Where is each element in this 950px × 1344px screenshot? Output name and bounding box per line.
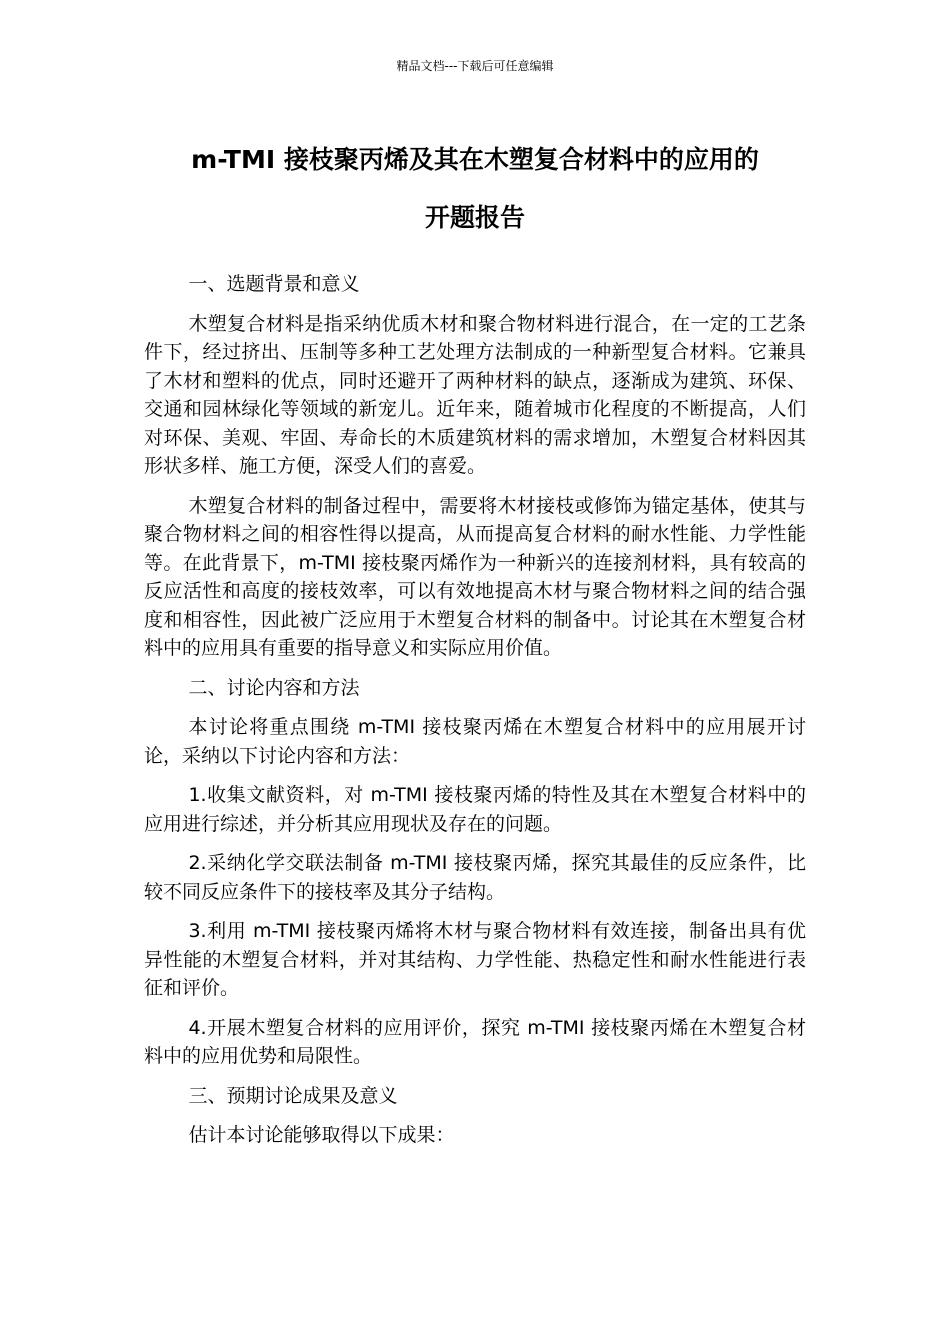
list-item-method-4: 4.开展木塑复合材料的应用评价，探究 m-TMI 接枝聚丙烯在木塑复合材料中的应用优势和局限性。 — [144, 1016, 806, 1067]
paragraph-methods-intro: 本讨论将重点围绕 m-TMI 接枝聚丙烯在木塑复合材料中的应用展开讨论，采纳以下讨论内容和方法： — [144, 716, 806, 767]
document-body — [144, 270, 806, 1161]
document-title — [120, 131, 830, 247]
paragraph-background-2: 木塑复合材料的制备过程中，需要将木材接枝或修饰为锚定基体，使其与聚合物材料之间的相容性得以提高，从而提高复合材料的耐水性能、力学性能等。在此背景下，m-TMI 接枝聚丙烯作为一种新兴的连接剂材料，具有较高的反应活性和高度的接枝效率，可以有效地提高木材与聚合物材料之间的结合强度和相容性，因此被广泛应用于木塑复合材料的制备中。讨论其在木塑复合材料中的应用具有重要的指导意义和实际应用价值。 — [144, 494, 806, 659]
document-title-line-2: 开题报告 — [424, 203, 525, 232]
section-heading-background: 一、选题背景和意义 — [188, 273, 360, 295]
document-title-line-1: m-TMI 接枝聚丙烯及其在木塑复合材料中的应用的 — [191, 145, 759, 174]
list-item-method-2: 2.采纳化学交联法制备 m-TMI 接枝聚丙烯，探究其最佳的反应条件，比较不同反应条件下的接枝率及其分子结构。 — [144, 852, 806, 903]
list-item-method-1: 1.收集文献资料，对 m-TMI 接枝聚丙烯的特性及其在木塑复合材料中的应用进行综述，并分析其应用现状及存在的问题。 — [144, 784, 806, 835]
section-heading-expected-results: 三、预期讨论成果及意义 — [188, 1084, 398, 1107]
list-item-method-3: 3.利用 m-TMI 接枝聚丙烯将木材与聚合物材料有效连接，制备出具有优异性能的木塑复合材料，并对其结构、力学性能、热稳定性和耐水性能进行表征和评价。 — [144, 920, 806, 999]
paragraph-expected-results: 估计本讨论能够取得以下成果： — [188, 1124, 455, 1146]
section-heading-methods: 二、讨论内容和方法 — [188, 676, 360, 699]
paragraph-background-1: 木塑复合材料是指采纳优质木材和聚合物材料进行混合，在一定的工艺条件下，经过挤出、压制等多种工艺处理方法制成的一种新型复合材料。它兼具了木材和塑料的优点，同时还避开了两种材料的缺点，逐渐成为建筑、环保、交通和园林绿化等领域的新宠儿。近年来，随着城市化程度的不断提高，人们对环保、美观、牢固、寿命长的木质建筑材料的需求增加，木塑复合材料因其形状多样、施工方便，深受人们的喜爱。 — [144, 312, 806, 477]
header-note: 精品文档---下载后可任意编辑 — [396, 59, 554, 73]
